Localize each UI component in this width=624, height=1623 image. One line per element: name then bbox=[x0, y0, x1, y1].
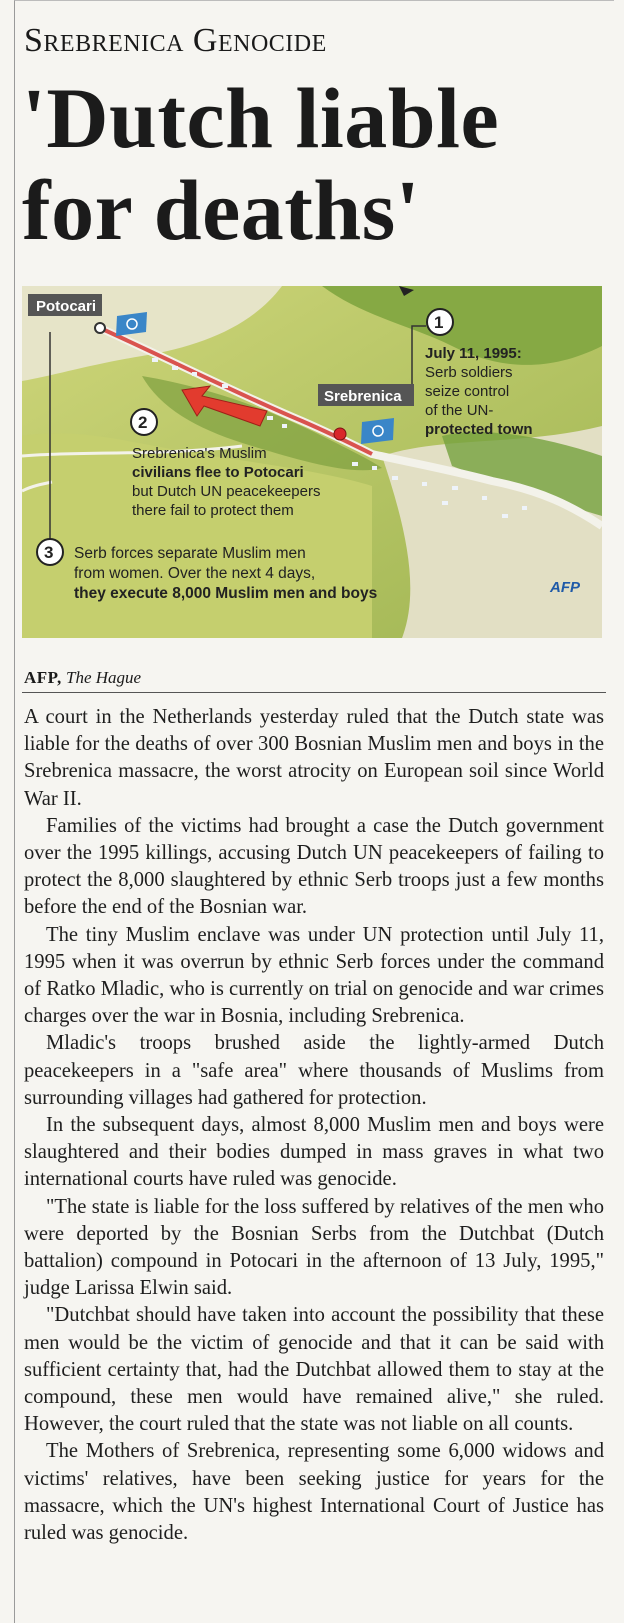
section-kicker: Srebrenica Genocide bbox=[24, 22, 327, 59]
article-paragraph: Mladic's troops brushed aside the lightly-armed Dutch peacekeepers in a "safe area" where thousands of Muslims from surrounding villages had gathered for protection. bbox=[24, 1032, 604, 1109]
srebrenica-marker bbox=[334, 428, 346, 440]
article-paragraph: The tiny Muslim enclave was under UN protection until July 11, 1995 when it was overrun by ethnic Serb forces under the command of Ratko Mladic, who is currently on trial on genocide and war crimes charges over the war in Bosnia, including Srebrenica. bbox=[24, 923, 604, 1028]
step-2-line: there fail to protect them bbox=[132, 502, 294, 519]
potocari-marker bbox=[95, 323, 105, 333]
byline bbox=[24, 668, 141, 688]
step-1-number: 1 bbox=[434, 313, 444, 332]
un-flag-icon bbox=[361, 418, 394, 444]
step-3-line: Serb forces separate Muslim men bbox=[74, 545, 306, 562]
step-2-number: 2 bbox=[138, 413, 148, 432]
step-1-line: July 11, 1995: bbox=[425, 345, 522, 362]
un-flag-icon bbox=[116, 312, 147, 336]
step-1-line: protected town bbox=[425, 421, 533, 438]
step-3-line: from women. Over the next 4 days, bbox=[74, 565, 316, 582]
byline-divider bbox=[22, 692, 606, 693]
article-paragraph: Families of the victims had brought a case the Dutch government over the 1995 killings, accusing Dutch UN peacekeepers of failing to protect the 8,000 slaughtered by ethnic Serb troops just a few months before the end of the Bosnian war. bbox=[24, 814, 604, 919]
article-paragraph: A court in the Netherlands yesterday ruled that the Dutch state was liable for the deaths of over 300 Bosnian Muslim men and boys in the Srebrenica massacre, the worst atrocity on European soil since World War II. bbox=[24, 706, 604, 810]
article-body bbox=[24, 704, 604, 1547]
byline-location: The Hague bbox=[66, 668, 142, 687]
step-1-line: seize control bbox=[425, 383, 510, 400]
article-paragraph: "The state is liable for the loss suffered by relatives of the men who were deported by the Bosnian Serbs from the Dutchbat (Dutch battalion) compound in Potocari in the afternoon of 13 July, 1995," judge Larissa Elwin said. bbox=[24, 1195, 604, 1300]
step-3-number: 3 bbox=[44, 543, 54, 562]
headline: 'Dutch liable for deaths' bbox=[22, 70, 500, 258]
article-paragraph: "Dutchbat should have taken into account the possibility that these men would be the victim of genocide and that it can be said with sufficient certainty that, had the Dutchbat allowed them to stay at the compound, these men would have remained alive," she ruled. However, the court ruled that the state was not liable on all counts. bbox=[24, 1304, 604, 1436]
srebrenica-map bbox=[22, 286, 602, 638]
step-1-line: Serb soldiers bbox=[425, 364, 513, 381]
step-2-line: but Dutch UN peacekeepers bbox=[132, 483, 321, 500]
srebrenica-label: Srebrenica bbox=[324, 388, 402, 405]
afp-credit-logo: AFP bbox=[550, 579, 580, 596]
potocari-label: Potocari bbox=[36, 298, 97, 315]
map-graphic bbox=[22, 286, 602, 638]
byline-source: AFP, bbox=[24, 668, 62, 687]
step-2-line: Srebrenica's Muslim bbox=[132, 445, 267, 462]
article-paragraph: The Mothers of Srebrenica, representing some 6,000 widows and victims' relatives, have been seeking justice for years for the massacre, which the UN's highest International Court of Justice has ruled was genocide. bbox=[24, 1440, 604, 1545]
step-2-line: civilians flee to Potocari bbox=[132, 464, 304, 481]
article-paragraph: In the subsequent days, almost 8,000 Muslim men and boys were slaughtered and their bodies dumped in mass graves in what two international courts have ruled was genocide. bbox=[24, 1114, 604, 1191]
step-1-line: of the UN- bbox=[425, 402, 494, 419]
step-3-line: they execute 8,000 Muslim men and boys bbox=[74, 585, 378, 602]
